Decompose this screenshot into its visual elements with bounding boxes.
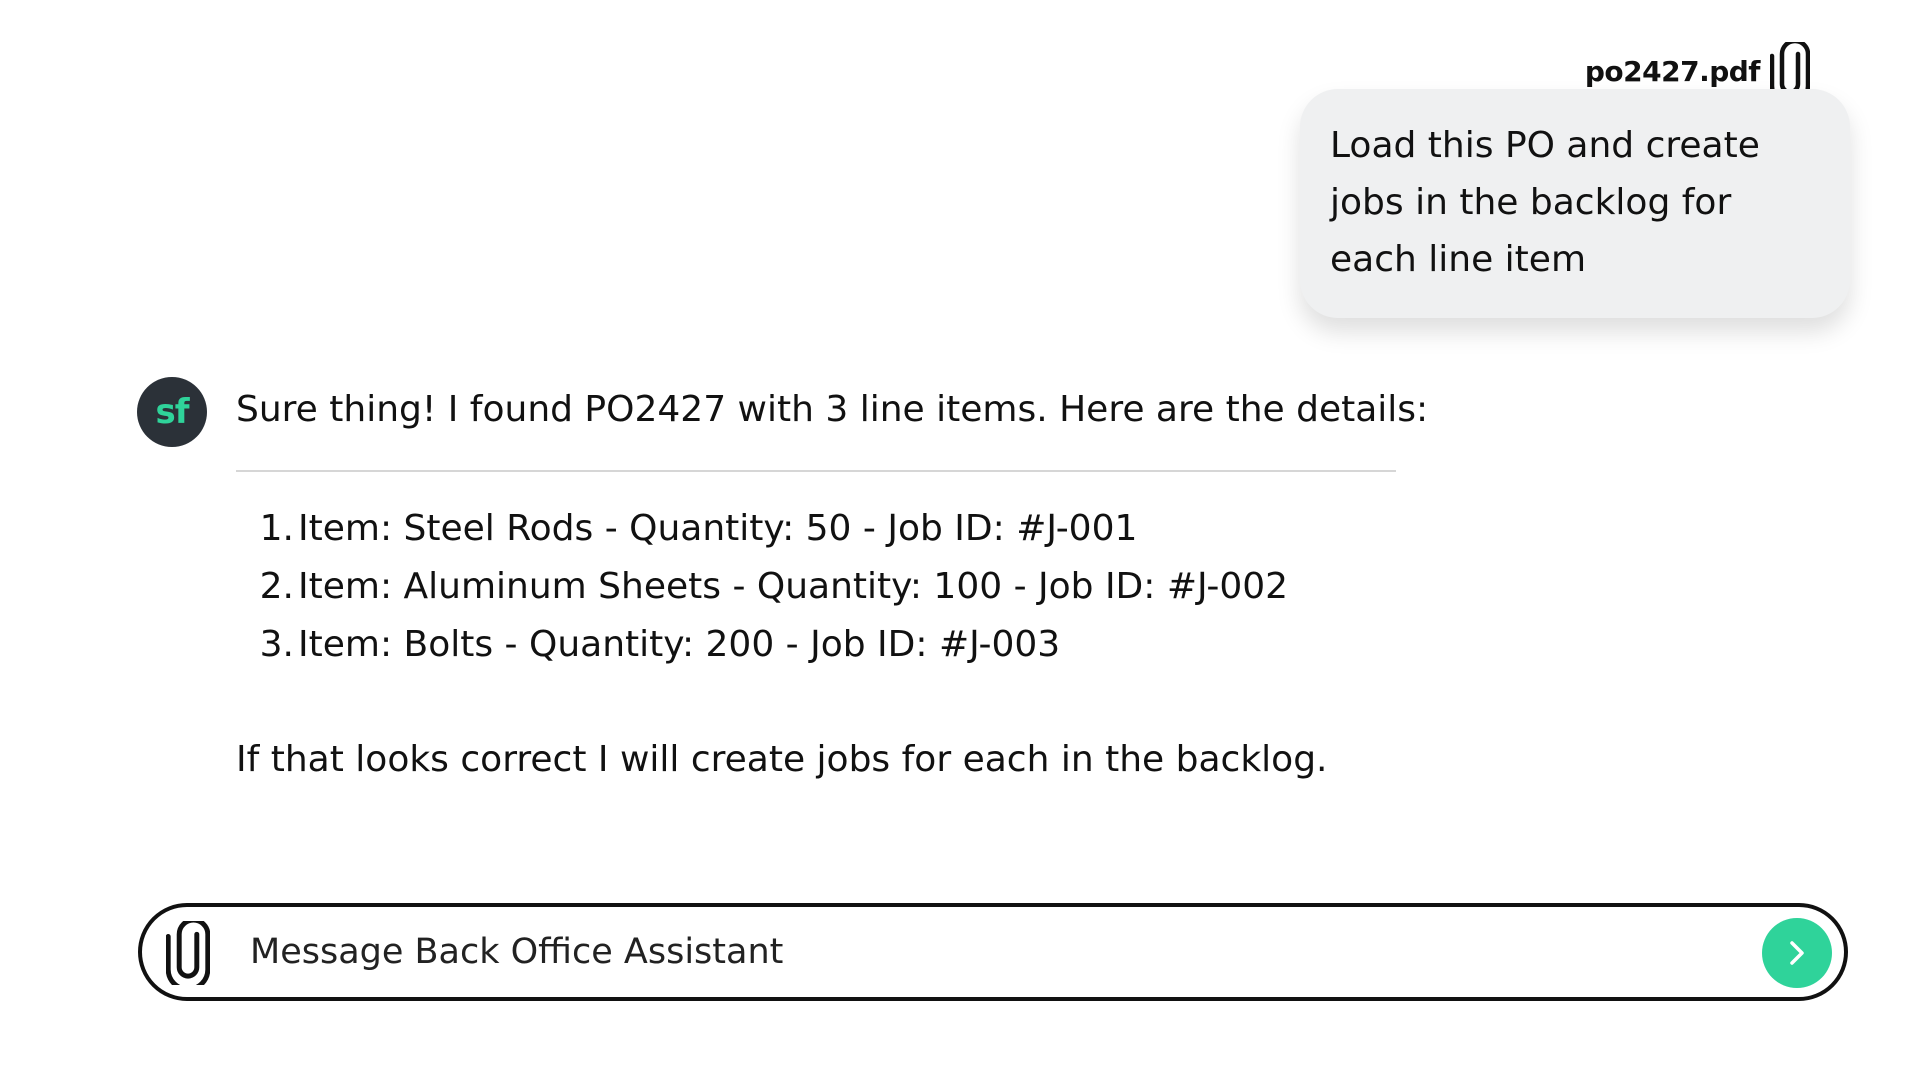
avatar-initials: sf (155, 392, 189, 432)
message-composer (138, 903, 1848, 1001)
list-item (236, 500, 1288, 558)
list-item-text: Item: Steel Rods - Quantity: 50 - Job ID: #J-001 (298, 508, 1138, 549)
assistant-intro-text: Sure thing! I found PO2427 with 3 line items. Here are the details: (236, 389, 1429, 430)
message-input[interactable] (250, 925, 1650, 979)
list-item-number: 2. (259, 566, 294, 607)
line-items-list (236, 500, 1288, 674)
chevron-right-icon (1784, 938, 1810, 968)
send-button[interactable] (1762, 918, 1832, 988)
list-item-number: 3. (259, 624, 294, 665)
list-item-number: 1. (259, 508, 294, 549)
assistant-avatar (137, 377, 207, 447)
message-divider (236, 470, 1396, 472)
assistant-followup-text: If that looks correct I will create jobs for each in the backlog. (236, 739, 1328, 780)
list-item-text: Item: Bolts - Quantity: 200 - Job ID: #J-003 (298, 624, 1061, 665)
list-item (236, 558, 1288, 616)
attachment-filename[interactable]: po2427.pdf (1584, 54, 1760, 88)
user-message-bubble: Load this PO and create jobs in the backlog for each line item (1300, 89, 1850, 318)
list-item (236, 616, 1288, 674)
paperclip-icon[interactable] (166, 921, 210, 985)
list-item-text: Item: Aluminum Sheets - Quantity: 100 - Job ID: #J-002 (298, 566, 1289, 607)
